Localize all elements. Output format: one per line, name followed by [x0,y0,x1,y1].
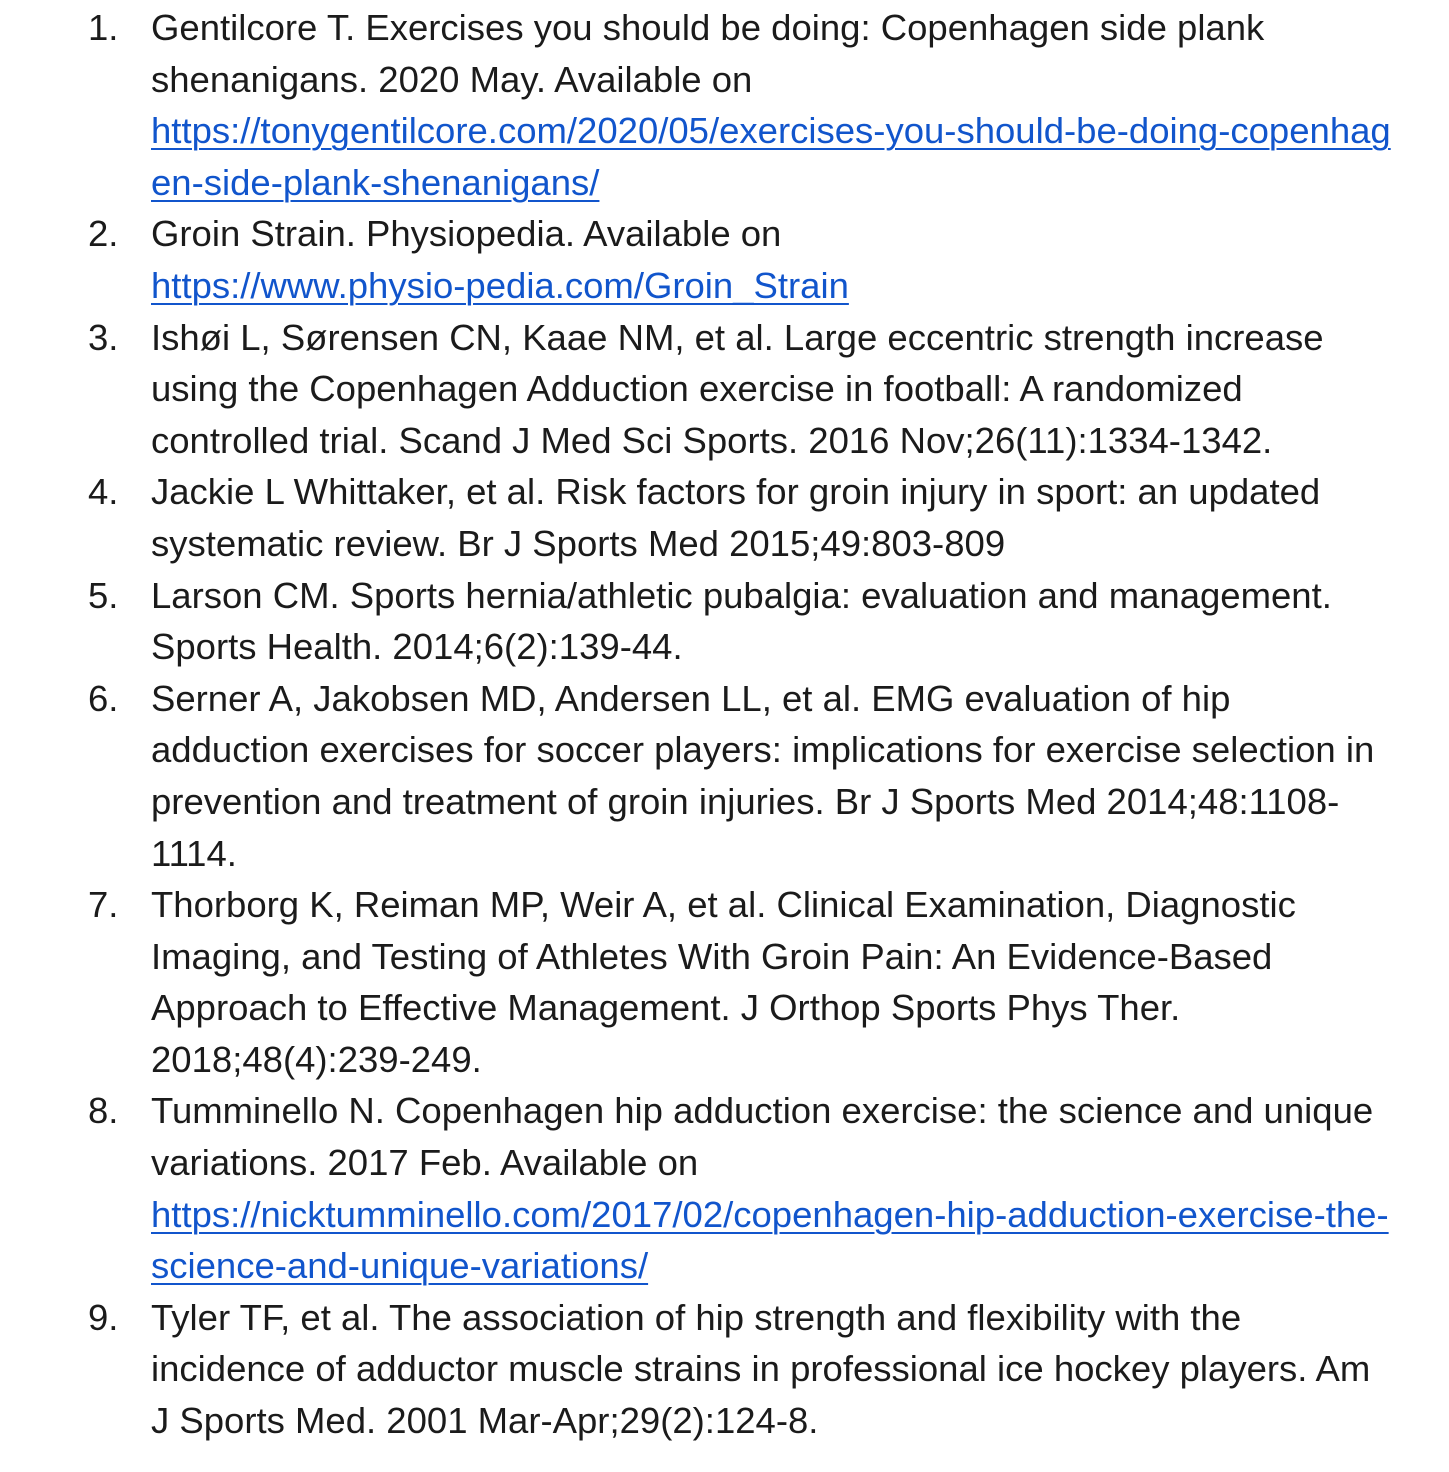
reference-list [0,2,1449,1447]
reference-item-7 [0,879,1449,1085]
reference-text: Jackie L Whittaker, et al. Risk factors for groin injury in sport: an updated systematic review. Br J Sports Med 2015;49:803-809 [151,471,1321,564]
reference-number: 9. [88,1296,119,1338]
reference-item-3 [0,312,1449,467]
reference-link[interactable]: https://nicktumminello.com/2017/02/copenhagen-hip-adduction-exercise-the-science-and-unique-variations/ [151,1193,1389,1287]
reference-number: 4. [88,471,119,513]
reference-item-1 [0,2,1449,208]
reference-item-5 [0,570,1449,673]
reference-item-8 [0,1085,1449,1291]
reference-text: Tyler TF, et al. The association of hip strength and flexibility with the incidence of adductor muscle strains in professional ice hockey players. Am J Sports Med. 2001 Mar-Apr;29(2):124-8. [151,1296,1371,1442]
reference-number: 5. [88,574,119,616]
reference-text: Tumminello N. Copenhagen hip adduction exercise: the science and unique variations. 2017 Feb. Available on [151,1090,1374,1184]
reference-text: Thorborg K, Reiman MP, Weir A, et al. Clinical Examination, Diagnostic Imaging, and Testing of Athletes With Groin Pain: An Evidence-Based Approach to Effective Management. J Orthop Sports Phys Ther. 2018;48(4):239-249. [151,884,1296,1080]
reference-link[interactable]: https://tonygentilcore.com/2020/05/exercises-you-should-be-doing-copenhagen-side-plank-shenanigans/ [151,110,1391,203]
reference-item-4 [0,466,1449,569]
reference-link[interactable]: https://www.physio-pedia.com/Groin_Strain [151,264,849,306]
reference-item-9 [0,1292,1449,1447]
reference-item-6 [0,673,1449,879]
reference-item-2 [0,208,1449,311]
reference-text: Groin Strain. Physiopedia. Available on [151,213,782,255]
reference-text: Serner A, Jakobsen MD, Andersen LL, et al. EMG evaluation of hip adduction exercises for soccer players: implications for exercise selection in prevention and treatment of groin injuries. Br J Sports Med 2014;48:1108-1114. [151,677,1375,874]
reference-number: 1. [88,7,119,48]
reference-text: Ishøi L, Sørensen CN, Kaae NM, et al. Large eccentric strength increase using the Copenhagen Adduction exercise in football: A randomized controlled trial. Scand J Med Sci Sports. 2016 Nov;26(11):1334-1342. [151,316,1324,461]
reference-text: Larson CM. Sports hernia/athletic pubalgia: evaluation and management. Sports Health. 2014;6(2):139-44. [151,574,1332,668]
reference-number: 3. [88,316,119,358]
reference-text: Gentilcore T. Exercises you should be doing: Copenhagen side plank shenanigans. 2020 May. Available on [151,7,1265,100]
reference-number: 7. [88,884,119,926]
reference-number: 6. [88,677,119,719]
reference-number: 2. [88,213,119,255]
reference-number: 8. [88,1090,119,1132]
